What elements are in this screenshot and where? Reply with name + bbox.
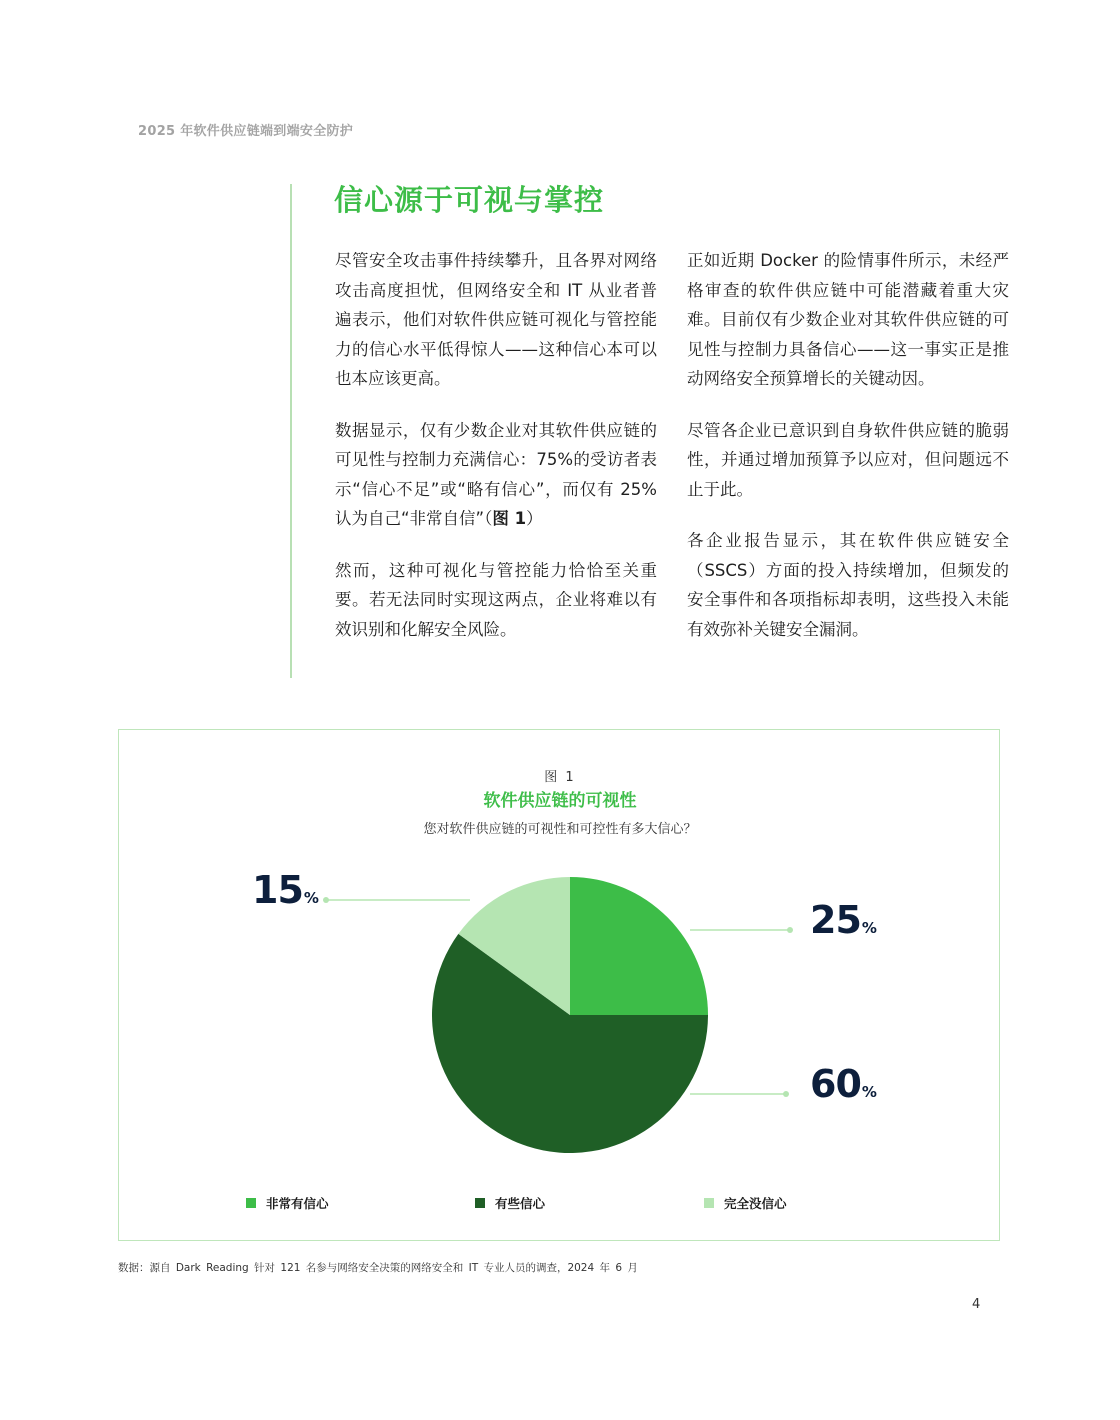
legend-label: 非常有信心 xyxy=(266,1196,329,1211)
legend-item xyxy=(704,1194,787,1212)
legend-item xyxy=(475,1194,545,1212)
pie-value-unit: % xyxy=(861,1083,877,1101)
figure-reference: 图 1 xyxy=(492,509,527,528)
legend-item xyxy=(246,1194,329,1212)
pie-value-label xyxy=(810,898,877,942)
page-number: 4 xyxy=(972,1297,981,1312)
pie-value-label xyxy=(810,1062,877,1106)
leader-dot xyxy=(323,897,329,903)
legend-swatch xyxy=(246,1198,256,1208)
pie-value-unit: % xyxy=(303,889,319,907)
section-title: 信心源于可视与掌控 xyxy=(334,183,605,217)
pie-value-label xyxy=(252,868,319,912)
leader-dot xyxy=(787,927,793,933)
pie-value-number: 60 xyxy=(810,1062,861,1106)
legend-label: 完全没信心 xyxy=(724,1196,787,1211)
figure-label: 图 1 xyxy=(544,770,576,785)
paragraph: 正如近期 Docker 的险情事件所示，未经严格审查的软件供应链中可能潜藏着重大灾难。目前仅有少数企业对其软件供应链的可见性与控制力具备信心——这一事实正是推动网络安全预算增长的关键动因。 xyxy=(687,251,1009,388)
paragraph: 然而，这种可视化与管控能力恰恰至关重要。若无法同时实现这两点，企业将难以有效识别和化解安全风险。 xyxy=(335,560,657,639)
paragraph: 各企业报告显示，其在软件供应链安全（SSCS）方面的投入持续增加，但频发的安全事件和各项指标却表明，这些投入未能有效弥补关键安全漏洞。 xyxy=(687,531,1009,639)
running-header: 2025 年软件供应链端到端安全防护 xyxy=(138,124,354,139)
figure-question: 您对软件供应链的可视性和可控性有多大信心？ xyxy=(423,822,697,837)
legend-swatch xyxy=(475,1198,485,1208)
leader-dot xyxy=(783,1091,789,1097)
pie-slice-1 xyxy=(570,877,708,1015)
legend-swatch xyxy=(704,1198,714,1208)
paragraph: 尽管安全攻击事件持续攀升，且各界对网络攻击高度担忧，但网络安全和 IT 从业者普遍表示，他们对软件供应链可视化与管控能力的信心水平低得惊人——这种信心本可以也本应该更高。 xyxy=(335,251,657,388)
paragraph-text: ） xyxy=(526,509,543,528)
paragraph: 尽管各企业已意识到自身软件供应链的脆弱性，并通过增加预算予以应对，但问题远不止于此。 xyxy=(687,420,1009,499)
pie-value-number: 15 xyxy=(252,868,303,912)
paragraph-text: 数据显示，仅有少数企业对其软件供应链的可见性与控制力充满信心：75%的受访者表示“信心不足”或“略有信心”，而仅有 25%认为自己“非常自信”（ xyxy=(335,420,657,528)
legend-label: 有些信心 xyxy=(495,1196,546,1211)
pie-value-unit: % xyxy=(861,919,877,937)
figure-title: 软件供应链的可视性 xyxy=(483,791,637,811)
pie-value-number: 25 xyxy=(810,898,861,942)
source-note: 数据：源自 Dark Reading 针对 121 名参与网络安全决策的网络安全和 IT 专业人员的调查，2024 年 6 月 xyxy=(118,1262,638,1274)
